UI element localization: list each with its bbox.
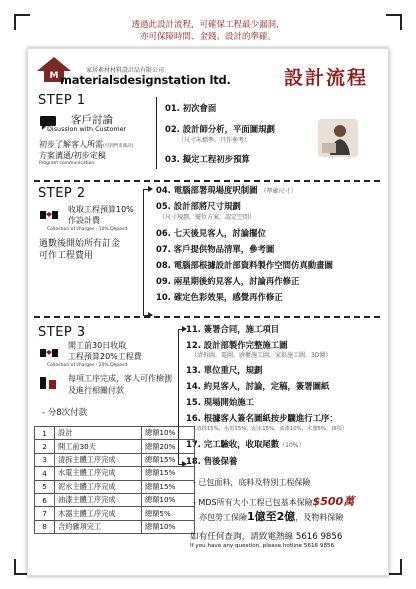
payment-row-percent: 總額10% [142,427,195,440]
step3-item-13: 13. 單位重尺，規劃 [186,365,263,375]
step3-fee-line1: 開工前30日收取 [68,341,127,350]
payment-row-percent: 總額10% [142,520,195,533]
step3-note-line1: 每項工序完成，客人可作檢測 [68,374,172,383]
payment-row [35,507,195,520]
step1-desc1-row [39,139,134,150]
step2-item-06: 06. 七天後見客人，討論擺位 [156,228,266,238]
step2-item-09: 09. 兩星期後約見客人，討論再作修正 [156,276,300,286]
company-name-en: materialsdesignstation ltd. [60,73,231,87]
payment-row-desc: 合約雜項完工 [55,520,142,533]
payment-schedule-table [34,426,195,534]
step3-item-17-sub: （10%） [279,442,305,449]
step1-title-cn: 客戶討論 [71,114,113,126]
labour-insurance-amount: 1億至2億 [247,510,296,523]
step2-item-04-text: 04. 電腦部署現場度呎制圖 [156,185,258,195]
payment-row-desc: 水電主體工序完成 [55,467,142,480]
payment-row-percent: 總額5% [142,507,195,520]
step3-fee-line2: 工程預算20%工程費 [68,352,142,361]
step2-item-04-sub: （準確尺寸） [260,188,297,195]
step1-desc1: 初步了解客人所需 [39,140,103,149]
designer-illustration [318,119,358,157]
step1-item-02-sub: （尺寸未標準，只作參考） [178,137,251,144]
payment-row-number: 5 [35,480,55,493]
step3-fee-en: Collection of charges - 20% Deposit [47,363,128,368]
step2-fee-en: Collection of charges - 10% Deposit [47,227,128,232]
intro-line-1: 透過此設計流程，可確保工程最少漏洞， [131,20,285,30]
step3-item-12-sub: （清拆圖，電圖，廚櫃施工圖，家俱施工圖，3D圖） [191,352,332,359]
step2-label: STEP 2 [38,186,86,201]
payment-row [35,453,195,466]
payment-row [35,467,195,480]
step2-note-line1: 過數後開始所有訂金 [39,239,121,249]
payment-row-number: 2 [35,440,55,453]
handshake-icon [39,207,59,226]
footer-note-2-text: - MDS所有大小工程已包基本保險 [193,498,313,507]
payment-row [35,493,195,506]
payment-row-desc: 開工前30天 [55,440,142,453]
step2-item-04 [156,184,296,196]
step2-fee-line2: 作設計費 [68,216,100,225]
step2-item-10: 10. 確定色彩效果，感覺再作修正 [156,292,283,302]
payment-row-desc: 泥水主體工序完成 [55,480,142,493]
step2-item-05: 05. 設計部將尺寸規劃 [156,201,241,211]
step2-fee-line1: 收取工程預算10% [68,205,134,214]
payment-row-number: 6 [35,493,55,506]
step2-item-05-sub: （尺寸規劃，擺位方案，認定空間） [159,214,256,221]
insurance-amount: $500萬 [312,495,355,508]
payment-row-percent: 總額15% [142,480,195,493]
payment-row-percent: 總額15% [142,467,195,480]
footer-note-1: - 已包面料，底料及特別工程保險 [193,478,311,487]
checklist-icon [39,375,57,395]
page-title: 設計流程 [284,67,369,89]
company-name-cn: 家居素材材料設計品有限公司 [86,67,165,74]
step2-item-07: 07. 客戶提供物品清單，參考圖 [156,244,275,254]
step1-item-01: 01. 初次會面 [165,103,217,113]
payment-row-number: 1 [35,427,55,440]
payment-row-number: 4 [35,467,55,480]
step1-item-02: 02. 設計師分析，平面圖規劃 [165,124,275,134]
payment-row-number: 7 [35,507,55,520]
payment-row [35,480,195,493]
divider-1 [34,180,380,182]
logo-letter: M [44,70,64,82]
payment-row-percent: 總額10% [142,493,195,506]
step2-item-08: 08. 電腦部根據設計部資料製作空間仿真動畫圖 [156,260,333,270]
step3-item-15: 15. 現場開始施工 [186,397,255,407]
step3-item-17-text: 17. 完工驗收，收取尾數 [186,439,280,449]
payment-row-number: 8 [35,520,55,533]
payment-row-number: 3 [35,453,55,466]
step3-installments: - 分8次付款 [42,408,88,418]
step1-label: STEP 1 [38,93,86,108]
step1-desc1-note: (可到門市商討) [103,144,134,149]
footer-note-3 [199,508,343,524]
footer-note-3-a: 亦包勞工保險 [199,513,247,522]
step3-item-16: 16. 根據客人簽名圖紙按步驟進行工序： [186,413,338,423]
intro-line-2: 亦可保障時間、金錢、設計的準確。 [139,32,276,42]
footer-note-3-c: ，及物料保險 [295,513,344,522]
step3-item-18: 18. 售後保養 [186,456,238,466]
process-card [27,48,389,576]
step1-title-en: Disussion with Customer [47,125,127,133]
payment-row [35,440,195,453]
step3-item-12: 12. 設計部製作完整施工圖 [186,340,288,350]
step1-desc2: 方案溝通/初步定稿 [39,151,106,160]
step2-note-line2: 可作工程費用 [39,251,94,261]
step3-note-line2: 及進行相關付款 [68,386,124,395]
handshake-icon-2 [39,345,59,364]
payment-row [35,427,195,440]
step3-item-11: 11. 簽署合同，施工項目 [186,324,280,334]
contact-cn: 如有任何查詢，請致電熱線 5616 9856 [190,532,343,542]
payment-row-desc: 油漆主體工序完成 [55,493,142,506]
payment-row-desc: 清拆主體工序完成 [55,453,142,466]
divider-2 [34,316,380,318]
step3-item-14: 14. 約見客人，討論，定稿，簽署圖紙 [186,381,330,391]
step3-label: STEP 3 [38,325,86,340]
step3-item-16-sub: （清拆15%，水電15%，泥水15%，油漆10%，木器5%，雜項） [191,426,348,432]
payment-row-percent: 總額20% [142,440,195,453]
step3-item-17 [186,438,304,450]
payment-row-desc: 設計 [55,427,142,440]
step1-desc-en: Program communication [39,161,95,166]
payment-row-desc: 木器主體工序完成 [55,507,142,520]
payment-row [35,520,195,533]
contact-en: If you have any question, please hotline 5616 9856 [190,543,335,549]
payment-row-percent: 總額15% [142,453,195,466]
step1-item-03: 03. 擬定工程初步預算 [165,154,250,164]
footer-note-2 [193,493,354,509]
